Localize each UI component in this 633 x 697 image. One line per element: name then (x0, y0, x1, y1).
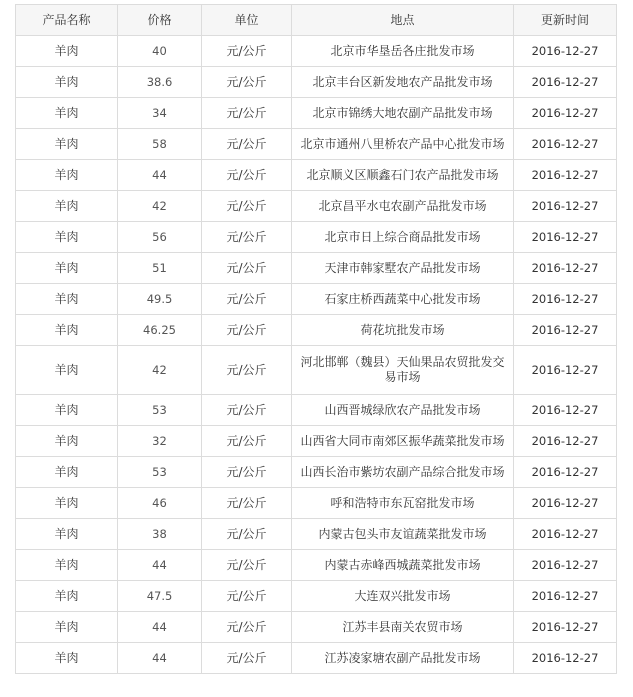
cell-product-name: 羊肉 (16, 395, 118, 426)
cell-price: 53 (118, 457, 202, 488)
cell-product-name: 羊肉 (16, 253, 118, 284)
cell-location: 北京顺义区顺鑫石门农产品批发市场 (292, 160, 514, 191)
table-row (16, 643, 617, 674)
cell-update-time: 2016-12-27 (514, 519, 617, 550)
cell-unit: 元/公斤 (202, 67, 292, 98)
cell-price: 46 (118, 488, 202, 519)
cell-product-name: 羊肉 (16, 581, 118, 612)
cell-update-time: 2016-12-27 (514, 160, 617, 191)
cell-update-time: 2016-12-27 (514, 67, 617, 98)
cell-update-time: 2016-12-27 (514, 129, 617, 160)
cell-product-name: 羊肉 (16, 426, 118, 457)
cell-location: 江苏凌家塘农副产品批发市场 (292, 643, 514, 674)
table-row (16, 129, 617, 160)
cell-unit: 元/公斤 (202, 581, 292, 612)
table-row (16, 346, 617, 395)
cell-update-time: 2016-12-27 (514, 488, 617, 519)
cell-product-name: 羊肉 (16, 98, 118, 129)
table-body (16, 36, 617, 674)
cell-unit: 元/公斤 (202, 457, 292, 488)
cell-unit: 元/公斤 (202, 36, 292, 67)
cell-price: 32 (118, 426, 202, 457)
cell-price: 44 (118, 160, 202, 191)
cell-product-name: 羊肉 (16, 457, 118, 488)
cell-unit: 元/公斤 (202, 519, 292, 550)
cell-unit: 元/公斤 (202, 346, 292, 395)
cell-price: 44 (118, 643, 202, 674)
table-row (16, 191, 617, 222)
table-header-row (16, 5, 617, 36)
cell-location: 荷花坑批发市场 (292, 315, 514, 346)
cell-update-time: 2016-12-27 (514, 426, 617, 457)
cell-price: 44 (118, 550, 202, 581)
cell-update-time: 2016-12-27 (514, 457, 617, 488)
cell-unit: 元/公斤 (202, 191, 292, 222)
cell-price: 51 (118, 253, 202, 284)
cell-unit: 元/公斤 (202, 253, 292, 284)
cell-unit: 元/公斤 (202, 284, 292, 315)
table-row (16, 612, 617, 643)
cell-product-name: 羊肉 (16, 315, 118, 346)
cell-price: 53 (118, 395, 202, 426)
cell-product-name: 羊肉 (16, 643, 118, 674)
cell-update-time: 2016-12-27 (514, 643, 617, 674)
cell-product-name: 羊肉 (16, 36, 118, 67)
cell-location: 河北邯郸（魏县）天仙果品农贸批发交易市场 (292, 346, 514, 395)
column-header-update-time: 更新时间 (514, 5, 617, 36)
table-row (16, 581, 617, 612)
table-row (16, 550, 617, 581)
cell-price: 46.25 (118, 315, 202, 346)
cell-unit: 元/公斤 (202, 643, 292, 674)
cell-update-time: 2016-12-27 (514, 346, 617, 395)
cell-update-time: 2016-12-27 (514, 222, 617, 253)
table-row (16, 67, 617, 98)
cell-location: 北京市华垦岳各庄批发市场 (292, 36, 514, 67)
table-row (16, 488, 617, 519)
cell-price: 47.5 (118, 581, 202, 612)
table-row (16, 253, 617, 284)
cell-price: 42 (118, 191, 202, 222)
column-header-price: 价格 (118, 5, 202, 36)
table-row (16, 98, 617, 129)
cell-product-name: 羊肉 (16, 612, 118, 643)
cell-location: 北京市锦绣大地农副产品批发市场 (292, 98, 514, 129)
cell-location: 山西长治市紫坊农副产品综合批发市场 (292, 457, 514, 488)
table-row (16, 426, 617, 457)
cell-location: 江苏丰县南关农贸市场 (292, 612, 514, 643)
cell-unit: 元/公斤 (202, 612, 292, 643)
cell-update-time: 2016-12-27 (514, 395, 617, 426)
cell-unit: 元/公斤 (202, 488, 292, 519)
cell-location: 石家庄桥西蔬菜中心批发市场 (292, 284, 514, 315)
cell-update-time: 2016-12-27 (514, 253, 617, 284)
cell-product-name: 羊肉 (16, 191, 118, 222)
table-row (16, 160, 617, 191)
column-header-product-name: 产品名称 (16, 5, 118, 36)
cell-update-time: 2016-12-27 (514, 284, 617, 315)
cell-location: 内蒙古赤峰西城蔬菜批发市场 (292, 550, 514, 581)
cell-price: 38 (118, 519, 202, 550)
table-row (16, 315, 617, 346)
cell-location: 山西晋城绿欣农产品批发市场 (292, 395, 514, 426)
table-row (16, 284, 617, 315)
cell-price: 42 (118, 346, 202, 395)
table-row (16, 519, 617, 550)
cell-product-name: 羊肉 (16, 550, 118, 581)
table-row (16, 36, 617, 67)
cell-price: 40 (118, 36, 202, 67)
cell-location: 内蒙古包头市友谊蔬菜批发市场 (292, 519, 514, 550)
cell-product-name: 羊肉 (16, 160, 118, 191)
cell-price: 34 (118, 98, 202, 129)
cell-product-name: 羊肉 (16, 67, 118, 98)
cell-location: 呼和浩特市东瓦窑批发市场 (292, 488, 514, 519)
cell-update-time: 2016-12-27 (514, 315, 617, 346)
cell-product-name: 羊肉 (16, 519, 118, 550)
cell-update-time: 2016-12-27 (514, 98, 617, 129)
cell-unit: 元/公斤 (202, 395, 292, 426)
table-row (16, 222, 617, 253)
cell-product-name: 羊肉 (16, 129, 118, 160)
cell-price: 44 (118, 612, 202, 643)
cell-unit: 元/公斤 (202, 550, 292, 581)
cell-price: 56 (118, 222, 202, 253)
cell-product-name: 羊肉 (16, 222, 118, 253)
cell-price: 58 (118, 129, 202, 160)
price-table (15, 4, 617, 674)
cell-product-name: 羊肉 (16, 488, 118, 519)
cell-price: 49.5 (118, 284, 202, 315)
cell-location: 北京市日上综合商品批发市场 (292, 222, 514, 253)
cell-unit: 元/公斤 (202, 315, 292, 346)
cell-location: 天津市韩家墅农产品批发市场 (292, 253, 514, 284)
cell-location: 北京丰台区新发地农产品批发市场 (292, 67, 514, 98)
cell-unit: 元/公斤 (202, 426, 292, 457)
cell-location: 北京昌平水屯农副产品批发市场 (292, 191, 514, 222)
cell-unit: 元/公斤 (202, 98, 292, 129)
cell-unit: 元/公斤 (202, 129, 292, 160)
cell-unit: 元/公斤 (202, 160, 292, 191)
cell-product-name: 羊肉 (16, 346, 118, 395)
table-row (16, 395, 617, 426)
cell-update-time: 2016-12-27 (514, 550, 617, 581)
cell-update-time: 2016-12-27 (514, 191, 617, 222)
cell-update-time: 2016-12-27 (514, 36, 617, 67)
cell-update-time: 2016-12-27 (514, 612, 617, 643)
cell-location: 山西省大同市南郊区振华蔬菜批发市场 (292, 426, 514, 457)
table-row (16, 457, 617, 488)
cell-product-name: 羊肉 (16, 284, 118, 315)
cell-location: 北京市通州八里桥农产品中心批发市场 (292, 129, 514, 160)
cell-price: 38.6 (118, 67, 202, 98)
cell-update-time: 2016-12-27 (514, 581, 617, 612)
cell-location: 大连双兴批发市场 (292, 581, 514, 612)
cell-unit: 元/公斤 (202, 222, 292, 253)
column-header-unit: 单位 (202, 5, 292, 36)
column-header-location: 地点 (292, 5, 514, 36)
